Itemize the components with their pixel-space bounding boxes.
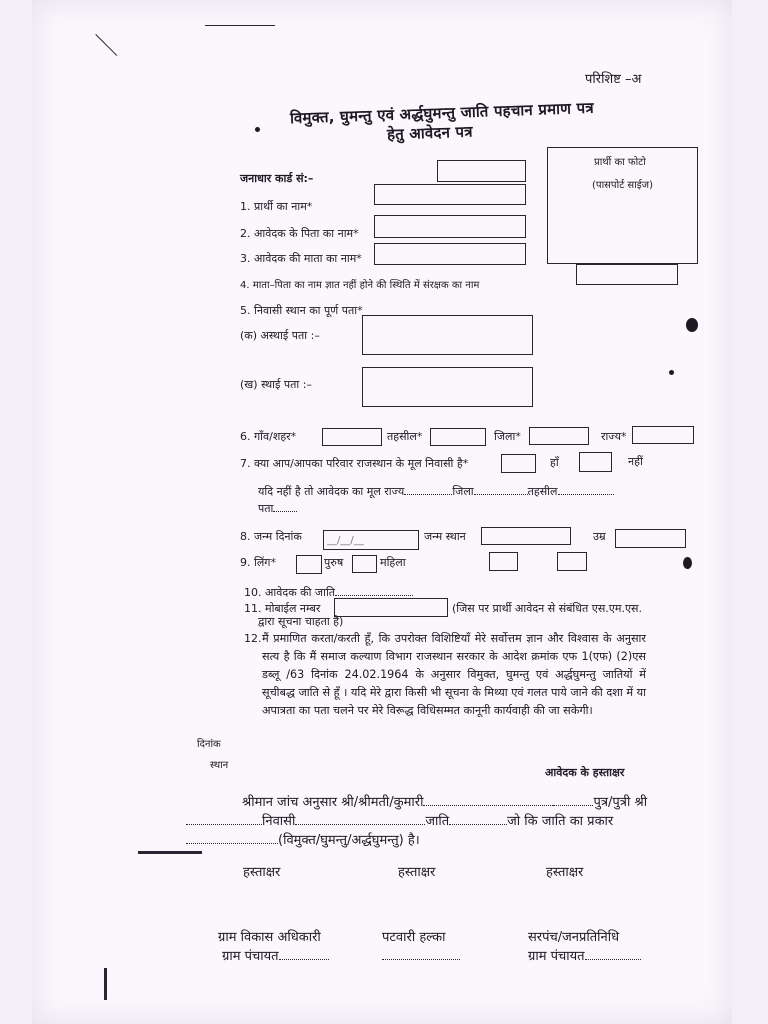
declaration-text: मैं प्रमाणित करता/करती हूँ, कि उपरोक्त विशिष्टियाँ मेरे सर्वोत्तम ज्ञान और विश्वास के अनुसार सत्य है कि मैं समाज कल्याण विभाग राजस्थान सरकार के आदेश क्रमांक एफ 1(एफ) (2)एस डब्लू /63 दिनांक 24.02.1964 के अनुसार विमुक्त, घुमन्तु एवं अर्द्धघुमन्तु जातियों में सूचीबद्ध जाति से हूँ । यदि मेरे द्वारा किसी भी सूचना के मिथ्या एवं गलत पाये जाने की दशा में या अपात्रता का पता चलने पर मेरे विरूद्ध विधिसम्मत कानूनी कार्यवाही की जा सकेगी। bbox=[262, 632, 646, 717]
native-yes-checkbox[interactable] bbox=[501, 454, 536, 473]
gender-female-label: महिला bbox=[380, 556, 406, 569]
verification-father-blank[interactable] bbox=[186, 824, 262, 825]
date-label: दिनांक bbox=[197, 739, 221, 750]
janaadhaar-input[interactable] bbox=[437, 160, 526, 182]
verification-resident-label: निवासी bbox=[262, 814, 296, 829]
applicant-signature-label: आवेदक के हस्ताक्षर bbox=[545, 766, 625, 779]
official-2-title: पटवारी हल्का bbox=[382, 930, 446, 945]
perm-address-label: (ख) स्थाई पता :– bbox=[240, 378, 312, 391]
verification-caste-blank[interactable] bbox=[449, 824, 507, 825]
gender-other-checkbox-1[interactable] bbox=[489, 552, 518, 571]
verification-parent-label: पुत्र/पुत्री श्री bbox=[593, 795, 648, 810]
temp-address-input[interactable] bbox=[362, 315, 533, 355]
applicant-name-label: 1. प्रार्थी का नाम* bbox=[240, 200, 313, 213]
mother-name-label: 3. आवेदक की माता का नाम* bbox=[240, 252, 362, 265]
verification-caste-label: जाति bbox=[425, 814, 450, 829]
native-yes-label: हाँ bbox=[550, 456, 559, 469]
scan-speck bbox=[686, 318, 698, 332]
photo-size-note: (पासपोर्ट साईज) bbox=[592, 180, 654, 191]
dob-input[interactable] bbox=[323, 530, 419, 550]
guardian-name-input[interactable] bbox=[576, 264, 678, 285]
official-1-title: ग्राम विकास अधिकारी bbox=[218, 930, 321, 945]
signature-label-3: हस्ताक्षर bbox=[546, 865, 584, 880]
native-no-label: नहीं bbox=[628, 455, 643, 468]
verification-line-1 bbox=[242, 796, 647, 810]
scan-speck bbox=[255, 127, 260, 132]
age-input[interactable] bbox=[615, 529, 686, 548]
mother-name-input[interactable] bbox=[374, 243, 526, 265]
origin-tehsil-blank[interactable] bbox=[558, 494, 614, 495]
origin-address-blank[interactable] bbox=[273, 511, 297, 512]
origin-state-label: यदि नहीं है तो आवेदक का मूल राज्य bbox=[258, 485, 405, 498]
caste-label: 10. आवेदक की जाति bbox=[244, 586, 336, 599]
official-3-blank[interactable] bbox=[585, 959, 641, 960]
official-2-sub-row bbox=[382, 950, 460, 964]
caste-blank[interactable] bbox=[335, 595, 413, 596]
origin-address-label: पता bbox=[258, 502, 274, 515]
guardian-name-label: 4. माता–पिता का नाम ज्ञात नहीं होने की स्थिति में संरक्षक का नाम bbox=[240, 280, 480, 291]
appendix-label: परिशिष्ट –अ bbox=[585, 72, 642, 87]
birth-place-input[interactable] bbox=[481, 527, 571, 545]
signature-label-2: हस्ताक्षर bbox=[398, 865, 436, 880]
official-3-sub-row bbox=[528, 950, 641, 964]
temp-address-label: (क) अस्थाई पता :– bbox=[240, 329, 320, 342]
gender-male-checkbox[interactable] bbox=[296, 555, 322, 574]
native-resident-label: 7. क्या आप/आपका परिवार राजस्थान के मूल निवासी है* bbox=[240, 457, 469, 470]
verification-name-blank-2[interactable] bbox=[553, 805, 593, 806]
mobile-input[interactable] bbox=[334, 598, 448, 617]
origin-tehsil-label: तहसील bbox=[527, 485, 558, 498]
perm-address-input[interactable] bbox=[362, 367, 533, 407]
verification-type-blank[interactable] bbox=[186, 843, 278, 844]
mobile-label: 11. मोबाईल नम्बर bbox=[244, 602, 321, 615]
village-label: 6. गाँव/शहर* bbox=[240, 430, 297, 443]
mobile-sms-note: (जिस पर प्रार्थी आवेदन से संबंधित एस.एम.एस. bbox=[452, 602, 642, 615]
form-title-line2: हेतु आवेदन पत्र bbox=[386, 122, 474, 144]
place-label: स्थान bbox=[210, 760, 229, 771]
father-name-label: 2. आवेदक के पिता का नाम* bbox=[240, 227, 359, 240]
age-label: उम्र bbox=[593, 530, 606, 543]
state-input[interactable] bbox=[632, 426, 694, 444]
verification-resident-blank[interactable] bbox=[295, 824, 425, 825]
verification-applicant-label: श्रीमान जांच अनुसार श्री/श्रीमती/कुमारी bbox=[242, 795, 424, 810]
janaadhaar-label: जनाधार कार्ड सं:– bbox=[240, 172, 314, 185]
official-3-title: सरपंच/जनप्रतिनिधि bbox=[528, 930, 620, 945]
father-name-input[interactable] bbox=[374, 215, 526, 238]
photo-label: प्रार्थी का फोटो bbox=[594, 157, 646, 168]
scan-speck bbox=[683, 557, 692, 569]
mobile-sms-note-2: द्वारा सूचना चाहता है) bbox=[258, 615, 344, 628]
verification-caste-type-label: जो कि जाति का प्रकार bbox=[507, 814, 614, 829]
scan-edge-mark bbox=[138, 851, 202, 854]
origin-state-blank[interactable] bbox=[404, 494, 452, 495]
origin-state-row bbox=[258, 485, 614, 499]
gender-other-checkbox-2[interactable] bbox=[557, 552, 587, 571]
verification-type-options: (विमुक्त/घुमन्तु/अर्द्धघुमन्तु) है। bbox=[278, 833, 420, 848]
binding-mark bbox=[104, 968, 107, 1000]
dob-label: 8. जन्म दिनांक bbox=[240, 530, 302, 543]
official-1-sub-row bbox=[222, 950, 329, 964]
official-3-sub: ग्राम पंचायत bbox=[528, 949, 585, 964]
top-scan-mark bbox=[205, 25, 275, 26]
form-title-line1: विमुक्त, घुमन्तु एवं अर्द्धघुमन्तु जाति पहचान प्रमाण पत्र bbox=[289, 98, 595, 128]
official-2-blank[interactable] bbox=[382, 959, 460, 960]
gender-label: 9. लिंग* bbox=[240, 556, 276, 569]
verification-line-2 bbox=[186, 815, 613, 829]
birth-place-label: जन्म स्थान bbox=[424, 530, 466, 543]
gender-male-label: पुरुष bbox=[324, 556, 344, 569]
declaration-number: 12. bbox=[244, 632, 262, 645]
native-no-checkbox[interactable] bbox=[579, 452, 612, 472]
verification-line-3 bbox=[186, 834, 420, 848]
village-input[interactable] bbox=[322, 428, 382, 446]
origin-district-label: जिला bbox=[452, 485, 474, 498]
photo-box[interactable] bbox=[547, 147, 698, 264]
tehsil-input[interactable] bbox=[430, 428, 486, 446]
tehsil-label: तहसील* bbox=[387, 430, 423, 443]
scan-speck bbox=[669, 370, 674, 375]
district-label: जिला* bbox=[494, 430, 521, 443]
origin-district-blank[interactable] bbox=[474, 494, 528, 495]
signature-label-1: हस्ताक्षर bbox=[243, 865, 281, 880]
origin-address-row bbox=[258, 502, 297, 516]
district-input[interactable] bbox=[529, 427, 589, 445]
official-1-sub: ग्राम पंचायत bbox=[222, 949, 279, 964]
applicant-name-input[interactable] bbox=[374, 184, 526, 205]
address-label: 5. निवासी स्थान का पूर्ण पता* bbox=[240, 304, 363, 317]
verification-name-blank[interactable] bbox=[423, 805, 553, 806]
gender-female-checkbox[interactable] bbox=[352, 555, 377, 573]
official-1-blank[interactable] bbox=[279, 959, 329, 960]
state-label: राज्य* bbox=[601, 430, 627, 443]
